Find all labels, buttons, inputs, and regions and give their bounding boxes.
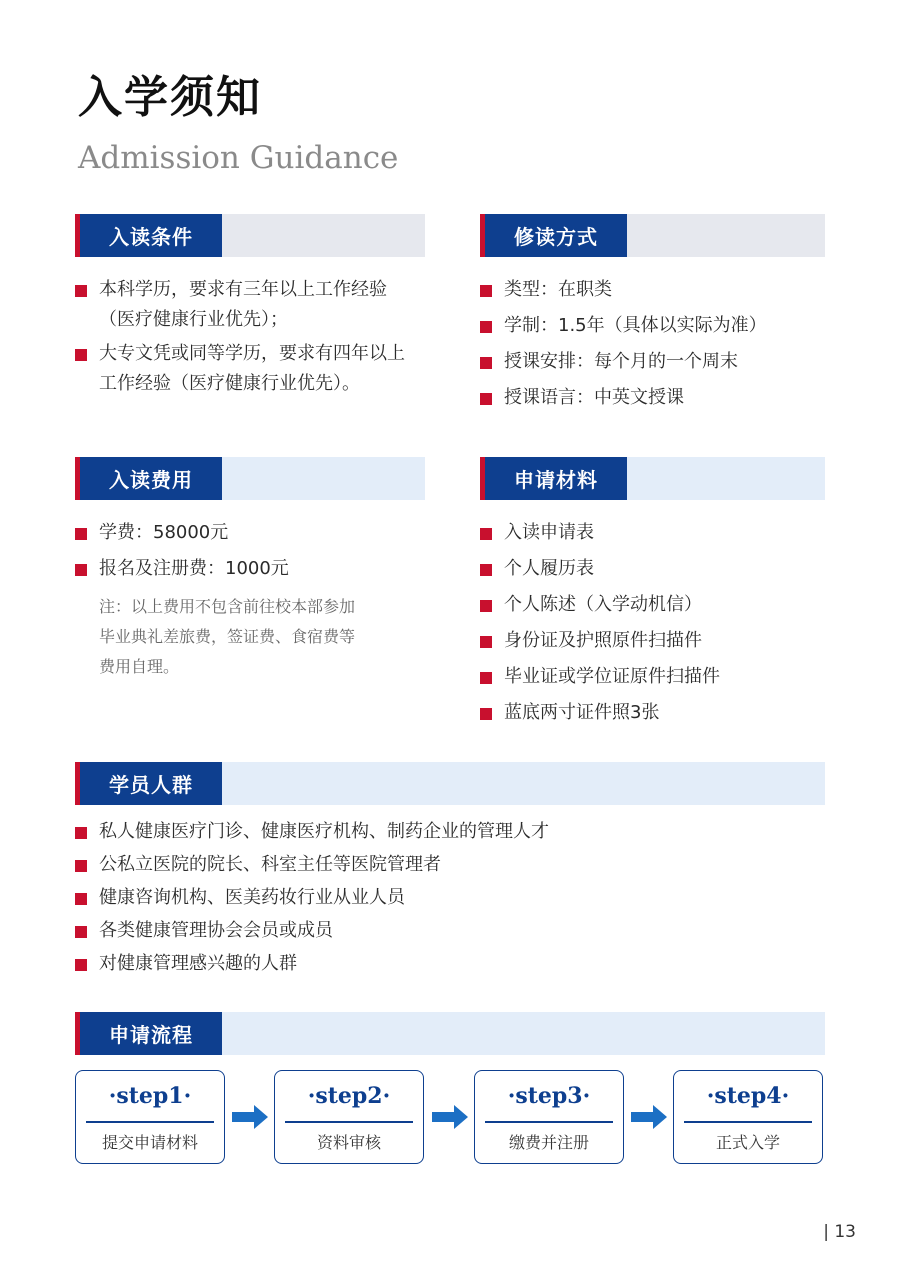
list-item: [75, 339, 455, 399]
list-item: 报名及注册费：1000元: [75, 554, 425, 584]
section-header-audience: [75, 762, 825, 805]
section-header-tail: [222, 1012, 825, 1055]
section-label: 入读条件: [80, 214, 222, 257]
list-item: 蓝底两寸证件照3张: [480, 698, 825, 728]
section-header-study-mode: [480, 214, 825, 257]
step-divider: [684, 1121, 812, 1123]
list-item: 对健康管理感兴趣的人群: [75, 949, 825, 979]
step-description: 正式入学: [715, 1133, 780, 1152]
step-divider: [485, 1121, 613, 1123]
fees-note: [99, 592, 419, 682]
list-item: 身份证及护照原件扫描件: [480, 626, 825, 656]
list-item-line: 大专文凭或同等学历，要求有四年以上: [99, 343, 405, 364]
process-step-3: [474, 1070, 624, 1164]
list-item-line: （医疗健康行业优先）；: [99, 309, 288, 330]
arrow-right-icon: [432, 1104, 468, 1130]
section-label: 申请材料: [485, 457, 627, 500]
arrow-right-icon: [631, 1104, 667, 1130]
section-header-tail: [222, 457, 425, 500]
note-line: 费用自理。: [99, 657, 180, 676]
section-label: 修读方式: [485, 214, 627, 257]
fees-list: [75, 518, 425, 584]
section-header-tail: [627, 214, 825, 257]
process-step-2: [274, 1070, 424, 1164]
section-header-tail: [222, 762, 825, 805]
step-title: ·step1·: [108, 1083, 192, 1109]
section-header-tail: [627, 457, 825, 500]
step-divider: [285, 1121, 413, 1123]
list-item: 毕业证或学位证原件扫描件: [480, 662, 825, 692]
list-item: 个人履历表: [480, 554, 825, 584]
note-line: 毕业典礼差旅费，签证费、食宿费等: [99, 627, 356, 646]
step-description: 缴费并注册: [508, 1133, 589, 1152]
section-header-process: [75, 1012, 825, 1055]
step-description: 提交申请材料: [101, 1133, 198, 1152]
list-item: 类型：在职类: [480, 275, 825, 305]
list-item: 入读申请表: [480, 518, 825, 548]
section-header-fees: [75, 457, 425, 500]
list-item: [75, 275, 455, 335]
page-subtitle: Admission Guidance: [78, 140, 399, 176]
section-header-conditions: [75, 214, 425, 257]
list-item: 个人陈述（入学动机信）: [480, 590, 825, 620]
list-item: 健康咨询机构、医美药妆行业从业人员: [75, 883, 825, 913]
list-item-line: 工作经验（医疗健康行业优先）。: [99, 373, 360, 394]
list-item-line: 本科学历，要求有三年以上工作经验: [99, 279, 387, 300]
section-label: 学员人群: [80, 762, 222, 805]
list-item: 各类健康管理协会会员或成员: [75, 916, 825, 946]
section-label: 入读费用: [80, 457, 222, 500]
list-item: 私人健康医疗门诊、健康医疗机构、制药企业的管理人才: [75, 817, 825, 847]
section-header-tail: [222, 214, 425, 257]
materials-list: [480, 518, 825, 728]
arrow-right-icon: [232, 1104, 268, 1130]
step-divider: [86, 1121, 214, 1123]
note-line: 注：以上费用不包含前往校本部参加: [99, 597, 356, 616]
list-item: 授课安排：每个月的一个周末: [480, 347, 825, 377]
page-number: | 13: [823, 1222, 856, 1242]
step-title: ·step3·: [507, 1083, 591, 1109]
list-item: 公私立医院的院长、科室主任等医院管理者: [75, 850, 825, 880]
audience-list: [75, 817, 825, 979]
process-step-4: [673, 1070, 823, 1164]
page-title: 入学须知: [78, 72, 262, 123]
section-header-materials: [480, 457, 825, 500]
section-label: 申请流程: [80, 1012, 222, 1055]
list-item: 学费：58000元: [75, 518, 425, 548]
list-item: 授课语言：中英文授课: [480, 383, 825, 413]
conditions-list: [75, 275, 455, 399]
step-title: ·step2·: [307, 1083, 391, 1109]
step-description: 资料审核: [316, 1133, 381, 1152]
study-mode-list: [480, 275, 825, 413]
step-title: ·step4·: [706, 1083, 790, 1109]
process-step-1: [75, 1070, 225, 1164]
list-item: 学制：1.5年（具体以实际为准）: [480, 311, 825, 341]
